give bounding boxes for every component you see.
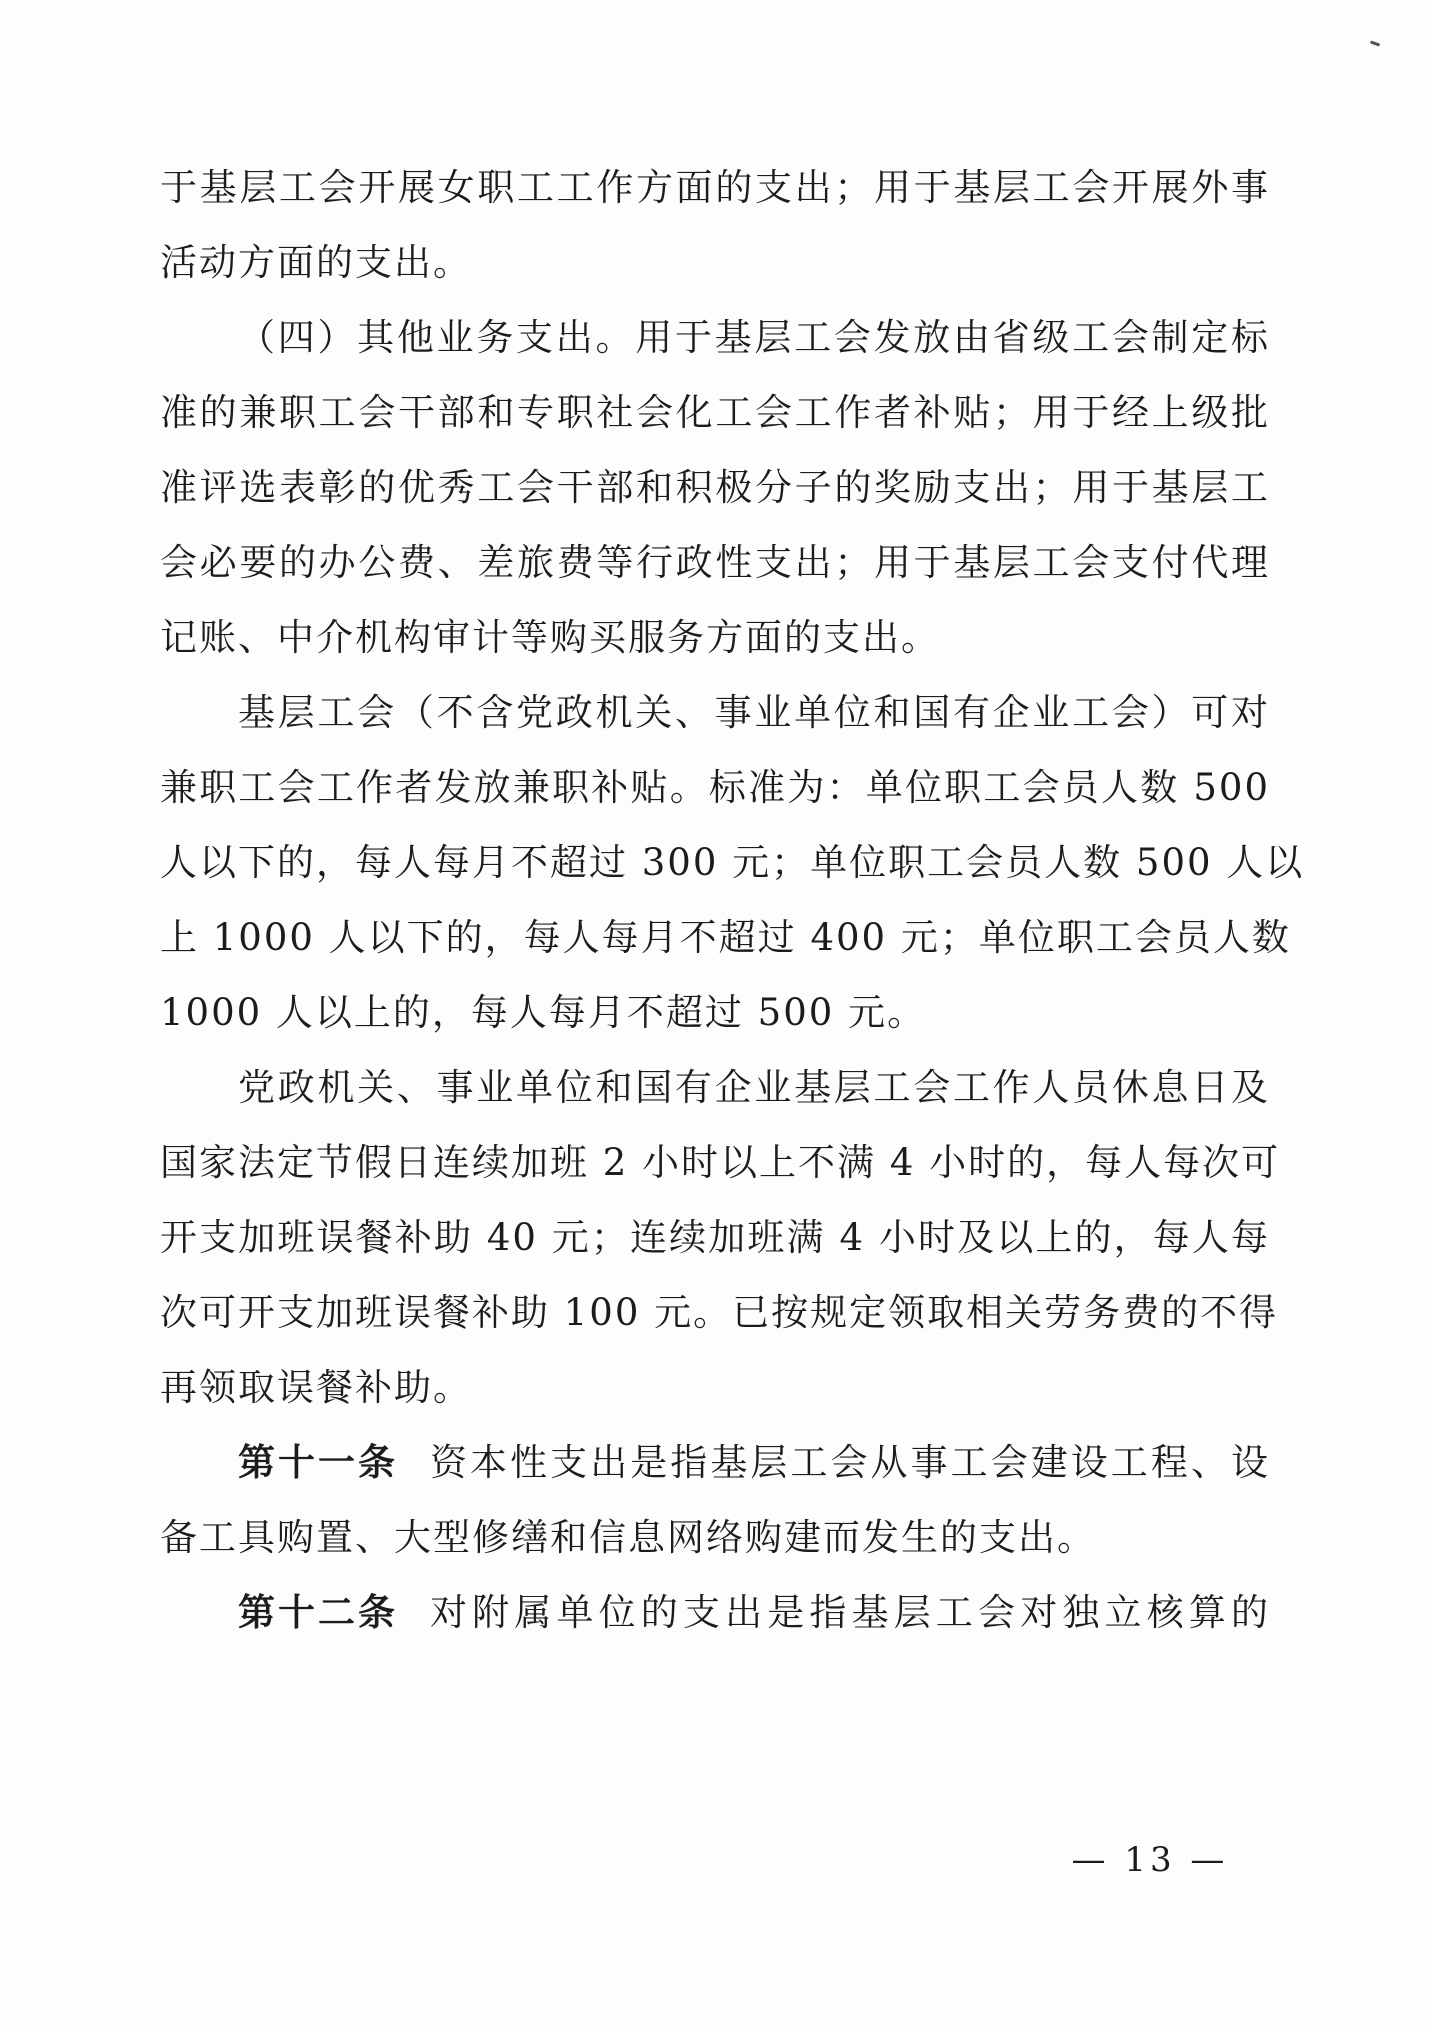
page-number: — 13 —	[1071, 1840, 1229, 1880]
text-line: 上 1000 人以下的，每人每月不超过 400 元；单位职工会员人数	[160, 916, 1291, 959]
text-line: 准的兼职工会干部和专职社会化工会工作者补贴；用于经上级批	[160, 391, 1270, 434]
article-12-label	[238, 1583, 418, 1643]
article-11-label	[238, 1433, 418, 1493]
text-line: 资本性支出是指基层工会从事工会建设工程、设	[430, 1441, 1270, 1484]
text-line: （四）其他业务支出。用于基层工会发放由省级工会制定标	[238, 316, 1270, 359]
text-line: 于基层工会开展女职工工作方面的支出；用于基层工会开展外事	[160, 166, 1270, 209]
article-label: 第十二条	[238, 1591, 398, 1634]
text-line: 基层工会（不含党政机关、事业单位和国有企业工会）可对	[238, 691, 1270, 734]
text-line: 开支加班误餐补助 40 元；连续加班满 4 小时及以上的，每人每	[160, 1216, 1270, 1259]
text-line: 准评选表彰的优秀工会干部和积极分子的奖励支出；用于基层工	[160, 466, 1270, 509]
scan-speck	[1370, 40, 1380, 46]
article-label: 第十一条	[238, 1441, 398, 1484]
text-line: 次可开支加班误餐补助 100 元。已按规定领取相关劳务费的不得	[160, 1291, 1279, 1334]
text-line: 备工具购置、大型修缮和信息网络购建而发生的支出。	[160, 1516, 1096, 1559]
text-line: 活动方面的支出。	[160, 241, 472, 284]
text-line: 国家法定节假日连续加班 2 小时以上不满 4 小时的，每人每次可	[160, 1141, 1281, 1184]
text-line: 兼职工会工作者发放兼职补贴。标准为：单位职工会员人数 500	[160, 766, 1270, 809]
text-line: 人以下的，每人每月不超过 300 元；单位职工会员人数 500 人以	[160, 841, 1305, 884]
text-line: 1000 人以上的，每人每月不超过 500 元。	[160, 991, 927, 1034]
text-line: 会必要的办公费、差旅费等行政性支出；用于基层工会支付代理	[160, 541, 1270, 584]
text-line: 对附属单位的支出是指基层工会对独立核算的	[430, 1591, 1270, 1634]
text-line: 党政机关、事业单位和国有企业基层工会工作人员休息日及	[238, 1066, 1270, 1109]
text-line: 再领取误餐补助。	[160, 1366, 472, 1409]
text-line: 记账、中介机构审计等购买服务方面的支出。	[160, 616, 940, 659]
